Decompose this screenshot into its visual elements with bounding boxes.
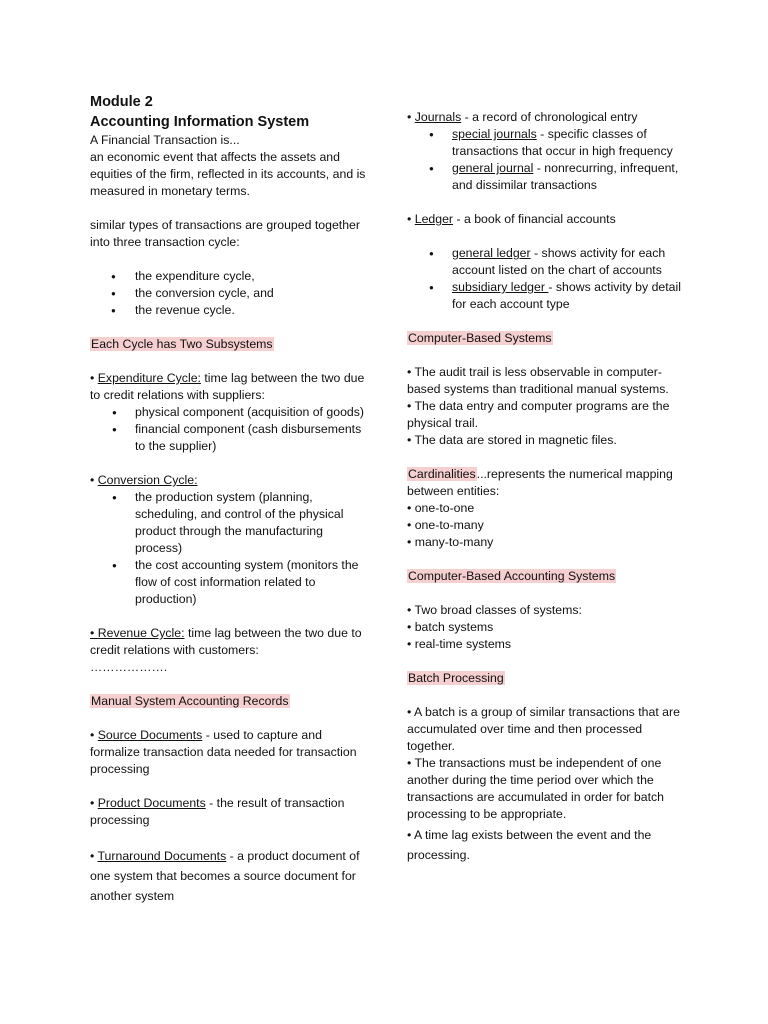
source-documents: • Source Documents - used to capture and formalize transaction data needed for transaction processing (90, 728, 357, 776)
batch-line: • A time lag exists between the event and the processing. (407, 828, 652, 862)
source-term: Source Documents (97, 728, 203, 742)
ledger-paragraph: • Ledger - a book of financial accounts (407, 212, 616, 226)
ledger-list (407, 245, 687, 313)
journals-term: Journals (414, 110, 462, 124)
list-item: • one-to-one (407, 501, 475, 515)
list-item: • many-to-many (407, 535, 494, 549)
list-item: ● subsidiary ledger - shows activity by detail for each account type (407, 279, 687, 313)
list-item: ● the conversion cycle, and (90, 285, 370, 302)
conversion-term: Conversion Cycle: (97, 473, 198, 487)
cbs-line: • The data entry and computer programs are the physical trail. (407, 399, 670, 430)
journals-paragraph: • Journals - a record of chronological entry (407, 110, 638, 124)
list-item: ● the cost accounting system (monitors the flow of cost information related to production) (90, 557, 370, 608)
grouped-text: similar types of transactions are grouped together into three transaction cycle: (90, 218, 360, 249)
list-item: ● financial component (cash disbursements to the supplier) (90, 421, 370, 455)
turnaround-term: Turnaround Documents (97, 849, 227, 863)
list-item: • batch systems (407, 620, 494, 634)
list-item: ● the expenditure cycle, (90, 268, 370, 285)
cbs-line: • The data are stored in magnetic files. (407, 433, 617, 447)
cardinalities-paragraph: Cardinalities...represents the numerical mapping between entities: (407, 467, 673, 498)
cbas-heading: Computer-Based Accounting Systems (408, 569, 616, 583)
cbs-heading: Computer-Based Systems (408, 331, 552, 345)
cbs-line: • The audit trail is less observable in computer-based systems than traditional manual systems. (407, 365, 669, 396)
module-label: Module 2 (90, 94, 153, 110)
list-item: ● the revenue cycle. (90, 302, 370, 319)
list-item: ● physical component (acquisition of goods) (90, 404, 370, 421)
revenue-paragraph: • Revenue Cycle: time lag between the two due to credit relations with customers: (90, 626, 362, 657)
list-item: ● the production system (planning, scheduling, and control of the physical product through the manufacturing process) (90, 489, 370, 557)
journal-list (407, 126, 687, 194)
batch-line: • A batch is a group of similar transactions that are accumulated over time and then processed together. (407, 705, 680, 753)
list-item: • Two broad classes of systems: (407, 603, 582, 617)
list-item: ● special journals - specific classes of transactions that occur in high frequency (407, 126, 687, 160)
manual-heading: Manual System Accounting Records (91, 694, 289, 708)
right-column (407, 109, 687, 865)
cardinalities-term: Cardinalities (408, 467, 476, 481)
conversion-list (90, 489, 370, 608)
list-item: ● general ledger - shows activity for each account listed on the chart of accounts (407, 245, 687, 279)
ledger-term: Ledger (414, 212, 454, 226)
cycle-list (90, 268, 370, 319)
expenditure-paragraph: • Expenditure Cycle: time lag between the two due to credit relations with suppliers: (90, 371, 365, 402)
product-documents: • Product Documents - the result of transaction processing (90, 796, 345, 827)
conversion-paragraph: • Conversion Cycle: (90, 473, 198, 487)
revenue-dots: ………………. (90, 660, 168, 674)
expenditure-list (90, 404, 370, 455)
left-column (90, 92, 370, 906)
expenditure-term: Expenditure Cycle: (97, 371, 201, 385)
list-item: ● general journal - nonrecurring, infrequent, and dissimilar transactions (407, 160, 687, 194)
page-title: Accounting Information System (90, 114, 310, 130)
batch-line: • The transactions must be independent of one another during the time period over which the transactions are accumulated in order for batch processing to be appropriate. (407, 756, 665, 821)
subsystems-heading: Each Cycle has Two Subsystems (91, 337, 273, 351)
list-item: • one-to-many (407, 518, 484, 532)
list-item: • real-time systems (407, 637, 512, 651)
product-term: Product Documents (97, 796, 206, 810)
batch-heading: Batch Processing (408, 671, 504, 685)
turnaround-documents: • Turnaround Documents - a product document of one system that becomes a source document for another system (90, 849, 360, 903)
ft-definition: an economic event that affects the assets and equities of the firm, reflected in its accounts, and is measured in monetary terms. (90, 150, 366, 198)
ft-intro: A Financial Transaction is... (90, 133, 240, 147)
revenue-term: • Revenue Cycle: (90, 626, 185, 640)
